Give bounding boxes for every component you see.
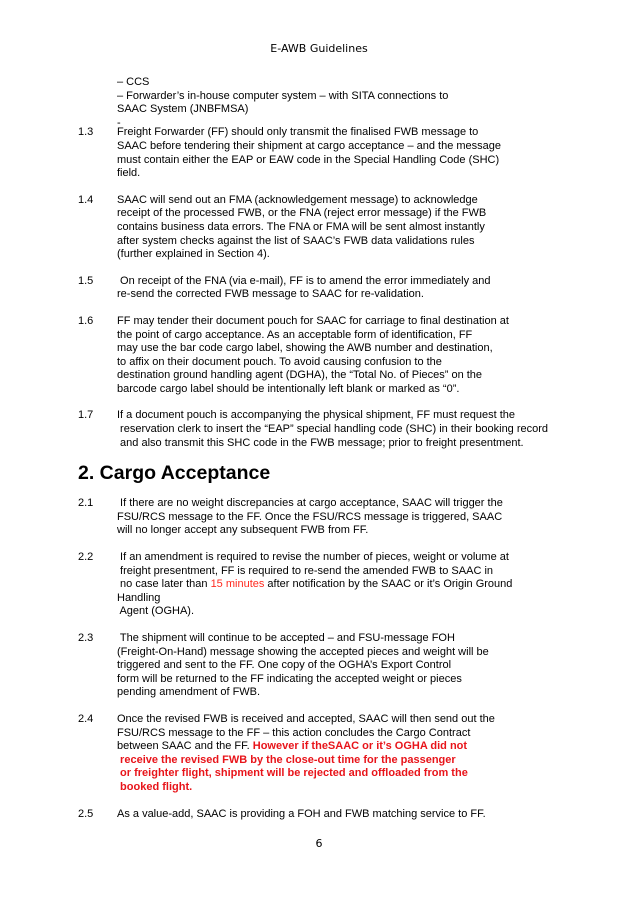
paragraph-line: and also transmit this SHC code in the FWB message; prior to freight presentment. (117, 436, 524, 449)
intro-line: – CCS (117, 76, 150, 88)
paragraph-line: receipt of the processed FWB, or the FNA (reject error message) if the FWB (117, 207, 487, 220)
paragraph-number: 1.6 (78, 314, 94, 327)
intro-line: – Forwarder’s in-house computer system – with SITA connections to (117, 89, 449, 102)
page-header: E-AWB Guidelines (270, 42, 368, 55)
paragraph-line: SAAC will send out an FMA (acknowledgement message) to acknowledge (117, 193, 478, 206)
paragraph-2-1 (78, 497, 578, 538)
paragraph-line: reservation clerk to insert the “EAP” special handling code (SHC) in their booking record (117, 423, 549, 436)
paragraph-1-5 (78, 275, 578, 302)
warning-line: or freighter flight, shipment will be rejected and offloaded from the (117, 767, 468, 780)
warning-line: receive the revised FWB by the close-out time for the passenger (117, 753, 456, 766)
paragraph-2-3 (78, 632, 578, 700)
page-content (78, 76, 578, 821)
paragraph-line (117, 740, 578, 754)
paragraph-line: FSU/RCS message to the FF. Once the FSU/RCS message is triggered, SAAC (117, 510, 503, 523)
page-number: 6 (315, 837, 323, 850)
line-text: no case later than (117, 578, 211, 591)
paragraph-line: form will be returned to the FF indicating the accepted weight or pieces (117, 672, 462, 685)
paragraph-line: freight presentment, FF is required to re-send the amended FWB to SAAC in (117, 564, 494, 577)
paragraph-1-7 (78, 409, 578, 450)
paragraph-2-5 (78, 808, 578, 822)
paragraph-number: 1.4 (78, 193, 94, 206)
paragraph-line: Freight Forwarder (FF) should only transmit the finalised FWB message to (117, 126, 479, 139)
paragraph-number: 2.1 (78, 497, 94, 510)
paragraph-line: pending amendment of FWB. (117, 686, 261, 699)
paragraph-line: Handling (117, 591, 161, 604)
paragraph-line: FSU/RCS message to the FF – this action concludes the Cargo Contract (117, 726, 471, 739)
paragraph-line: contains business data errors. The FNA or FMA will be sent almost instantly (117, 220, 485, 233)
paragraph-line: will no longer accept any subsequent FWB from FF. (117, 524, 369, 537)
intro-list (78, 76, 578, 130)
paragraph-line: As a value-add, SAAC is providing a FOH and FWB matching service to FF. (117, 807, 486, 820)
paragraph-line: If a document pouch is accompanying the physical shipment, FF must request the (117, 409, 516, 422)
paragraph-line: must contain either the EAP or EAW code in the Special Handling Code (SHC) (117, 153, 500, 166)
paragraph-2-4 (78, 713, 578, 795)
paragraph-line: On receipt of the FNA (via e-mail), FF is to amend the error immediately and (117, 274, 491, 287)
paragraph-number: 2.3 (78, 632, 94, 644)
paragraph-line: FF may tender their document pouch for SAAC for carriage to final destination at (117, 314, 509, 327)
intro-line: - (117, 116, 121, 129)
paragraph-line: field. (117, 167, 141, 180)
paragraph-number: 1.5 (78, 274, 94, 287)
paragraph-line: re-send the corrected FWB message to SAAC for re-validation. (117, 288, 424, 301)
paragraph-1-3 (78, 126, 578, 180)
line-text: after notification by the SAAC or it’s Origin Ground (264, 578, 513, 591)
paragraph-line: (further explained in Section 4). (117, 248, 270, 261)
paragraph-number: 2.4 (78, 712, 94, 725)
paragraph-line: SAAC before tendering their shipment at cargo acceptance – and the message (117, 139, 502, 152)
paragraph-line: to affix on their document pouch. To avoid causing confusion to the (117, 355, 442, 368)
paragraph-line: Once the revised FWB is received and accepted, SAAC will then send out the (117, 712, 495, 725)
paragraph-number: 1.7 (78, 409, 94, 422)
warning-text: However if theSAAC or it’s OGHA did not (252, 740, 468, 753)
paragraph-line: may use the bar code cargo label, showing the AWB number and destination, (117, 342, 493, 355)
paragraph-number: 1.3 (78, 126, 94, 139)
paragraph-line: after system checks against the list of SAAC’s FWB data validations rules (117, 234, 475, 247)
paragraph-number: 2.5 (78, 807, 94, 820)
paragraph-line (117, 578, 578, 592)
warning-line: booked flight. (117, 780, 193, 793)
paragraph-line: Agent (OGHA). (117, 605, 195, 618)
paragraph-line: barcode cargo label should be intentionally left blank or marked as “0”. (117, 382, 460, 395)
paragraph-line: If there are no weight discrepancies at cargo acceptance, SAAC will trigger the (117, 497, 503, 510)
paragraph-1-4 (78, 194, 578, 262)
paragraph-number: 2.2 (78, 551, 94, 564)
paragraph-line: The shipment will continue to be accepted – and FSU-message FOH (117, 632, 455, 644)
paragraph-line: triggered and sent to the FF. One copy of the OGHA’s Export Control (117, 659, 452, 672)
paragraph-1-6 (78, 315, 578, 397)
section-heading: 2. Cargo Acceptance (78, 462, 271, 485)
paragraph-line: destination ground handling agent (DGHA), the “Total No. of Pieces” on the (117, 369, 483, 382)
line-text: between SAAC and the FF. (117, 740, 253, 753)
paragraph-line: If an amendment is required to revise the number of pieces, weight or volume at (117, 551, 509, 564)
paragraph-line: the point of cargo acceptance. As an acceptable form of identification, FF (117, 328, 473, 341)
highlighted-deadline: 15 minutes (210, 578, 265, 591)
paragraph-2-2 (78, 551, 578, 619)
paragraph-line: (Freight-On-Hand) message showing the accepted pieces and weight will be (117, 645, 489, 658)
intro-line: SAAC System (JNBFMSA) (117, 103, 249, 116)
